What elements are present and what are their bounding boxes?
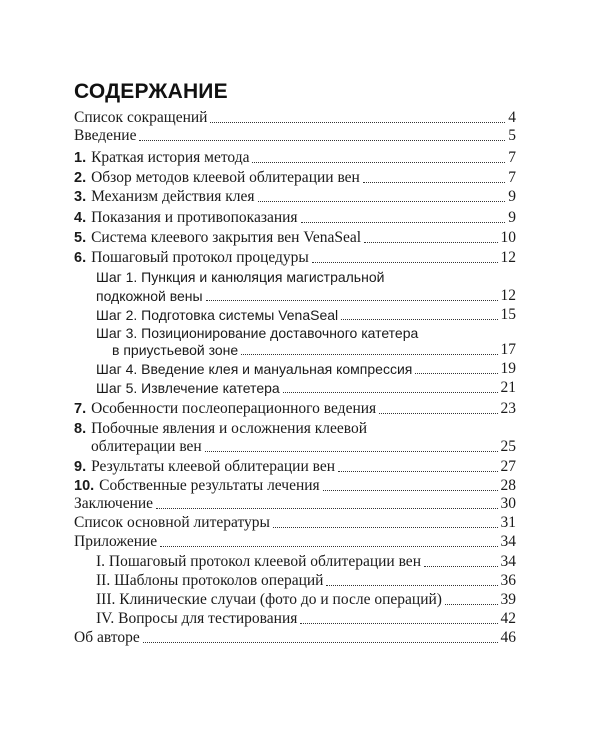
dot-leader — [160, 546, 497, 547]
toc-entry-number: 9. — [74, 459, 87, 475]
toc-subentry[interactable] — [112, 341, 516, 359]
toc-entry-title: Список основной литературы — [74, 514, 270, 531]
toc-subentry[interactable] — [96, 287, 516, 305]
toc-entry-title: Заключение — [74, 495, 154, 512]
toc-entry[interactable] — [74, 109, 516, 127]
toc-entry[interactable] — [74, 127, 516, 145]
dot-leader — [210, 122, 505, 123]
toc-entry[interactable] — [74, 458, 516, 476]
toc-entry-page: 42 — [500, 610, 516, 627]
toc-entry-title: Особенности послеоперационного ведения — [91, 400, 377, 417]
toc-entry[interactable] — [74, 514, 516, 532]
dot-leader — [363, 182, 505, 183]
dot-leader — [241, 354, 497, 355]
toc-entry-number: 6. — [74, 250, 87, 266]
toc-entry-page: 28 — [500, 477, 516, 494]
dot-leader — [364, 242, 497, 243]
toc-entry-page: 25 — [500, 438, 516, 455]
toc-entry-page: 7 — [508, 149, 516, 166]
toc-subentry-title-line1: Шаг 1. Пункция и канюляция магистральной — [96, 269, 385, 285]
toc-entry-page: 12 — [500, 249, 516, 266]
dot-leader — [415, 373, 497, 374]
toc-entry-number: 8. — [74, 421, 87, 437]
toc-entry-page: 10 — [500, 229, 516, 246]
toc-entry-title: в приустьевой зоне — [112, 342, 239, 358]
toc-heading: СОДЕРЖАНИЕ — [74, 80, 228, 103]
toc-entry-title-line1-text: Побочные явления и осложнения клеевой — [91, 420, 368, 437]
toc-entry-page: 27 — [500, 458, 516, 475]
toc-entry-page: 9 — [508, 188, 516, 205]
toc-entry-page: 34 — [500, 533, 516, 550]
toc-entry[interactable] — [74, 477, 516, 495]
toc-entry-title: I. Пошаговый протокол клеевой облитерации вен — [96, 553, 421, 570]
dot-leader — [143, 642, 498, 643]
toc-entry[interactable] — [74, 400, 516, 418]
dot-leader — [205, 451, 498, 452]
toc-entry-title: Пошаговый протокол процедуры — [91, 249, 309, 266]
toc-entry-title: Об авторе — [74, 629, 140, 646]
toc-entry-page: 30 — [500, 495, 516, 512]
toc-entry-number: 4. — [74, 210, 87, 226]
toc-subentry[interactable] — [96, 379, 516, 397]
dot-leader — [338, 471, 497, 472]
dot-leader — [379, 413, 497, 414]
toc-entry-page: 34 — [500, 553, 516, 570]
toc-entry-title: III. Клинические случаи (фото до и после операций) — [96, 591, 442, 608]
toc-subentry[interactable] — [96, 610, 516, 628]
toc-entry-number: 7. — [74, 401, 87, 417]
toc-entry-number: 3. — [74, 189, 87, 205]
toc-entry[interactable] — [74, 533, 516, 551]
toc-entry-title: Шаг 2. Подготовка системы VenaSeal — [96, 307, 339, 323]
toc-entry-page: 46 — [500, 629, 516, 646]
dot-leader — [301, 222, 506, 223]
toc-entry-title: Механизм действия клея — [91, 188, 255, 205]
toc-entry-page: 7 — [508, 169, 516, 186]
toc-entry-title: Собственные результаты лечения — [99, 477, 320, 494]
toc-entry-title: Шаг 5. Извлечение катетера — [96, 380, 280, 396]
toc-subentry-title-line1: Шаг 3. Позиционирование доставочного катетера — [96, 325, 419, 341]
toc-entry[interactable] — [74, 229, 516, 247]
toc-entry-number: 2. — [74, 170, 87, 186]
toc-entry-page: 31 — [500, 514, 516, 531]
toc-entry-title: Система клеевого закрытия вен VenaSeal — [91, 229, 362, 246]
toc-entry-number: 5. — [74, 230, 87, 246]
toc-entry-title: Список сокращений — [74, 109, 208, 126]
dot-leader — [326, 585, 497, 586]
toc-entry-title: облитерации вен — [91, 438, 202, 455]
toc-entry-number: 1. — [74, 150, 87, 166]
toc-entry-page: 17 — [500, 341, 516, 358]
toc-subentry[interactable] — [96, 553, 516, 571]
toc-entry-title: подкожной вены — [96, 288, 203, 304]
toc-entry-title: Приложение — [74, 533, 158, 550]
dot-leader — [341, 319, 497, 320]
dot-leader — [273, 527, 498, 528]
dot-leader — [156, 508, 497, 509]
dot-leader — [300, 623, 497, 624]
toc-entry-page: 36 — [500, 572, 516, 589]
toc-entry-page: 23 — [500, 400, 516, 417]
toc-entry-page: 39 — [500, 591, 516, 608]
toc-entry-page: 15 — [500, 306, 516, 323]
dot-leader — [206, 300, 498, 301]
dot-leader — [424, 566, 498, 567]
toc-entry-number: 10. — [74, 478, 95, 494]
toc-entry-title: IV. Вопросы для тестирования — [96, 610, 298, 627]
toc-entry-title: Показания и противопоказания — [91, 209, 298, 226]
dot-leader — [252, 162, 505, 163]
toc-subentry[interactable] — [96, 572, 516, 590]
toc-subentry[interactable] — [96, 306, 516, 324]
toc-entry[interactable] — [74, 495, 516, 513]
dot-leader — [445, 604, 498, 605]
toc-entry[interactable] — [91, 438, 516, 456]
toc-entry-page: 12 — [500, 287, 516, 304]
toc-entry-page: 5 — [508, 127, 516, 144]
toc-entry[interactable] — [74, 629, 516, 647]
toc-entry-page: 21 — [500, 379, 516, 396]
toc-entry-page: 4 — [508, 109, 516, 126]
dot-leader — [283, 392, 498, 393]
toc-entry[interactable] — [74, 249, 516, 267]
toc-entry[interactable] — [74, 149, 516, 167]
toc-subentry[interactable] — [96, 591, 516, 609]
dot-leader — [312, 262, 498, 263]
dot-leader — [258, 201, 506, 202]
toc-entry[interactable] — [74, 188, 516, 206]
toc-subentry[interactable] — [96, 360, 516, 378]
toc-entry-title: II. Шаблоны протоколов операций — [96, 572, 324, 589]
toc-entry-title: Результаты клеевой облитерации вен — [91, 458, 336, 475]
toc-entry-title: Обзор методов клеевой облитерации вен — [91, 169, 360, 186]
toc-entry-page: 19 — [500, 360, 516, 377]
toc-entry-title: Краткая история метода — [91, 149, 250, 166]
toc-entry-title: Введение — [74, 127, 137, 144]
toc-entry-page: 9 — [508, 209, 516, 226]
toc-entry[interactable] — [74, 169, 516, 187]
dot-leader — [139, 140, 505, 141]
toc-entry-title: Шаг 4. Введение клея и мануальная компрессия — [96, 361, 413, 377]
dot-leader — [323, 490, 498, 491]
toc-entry-title-line1 — [74, 420, 367, 438]
toc-entry[interactable] — [74, 209, 516, 227]
